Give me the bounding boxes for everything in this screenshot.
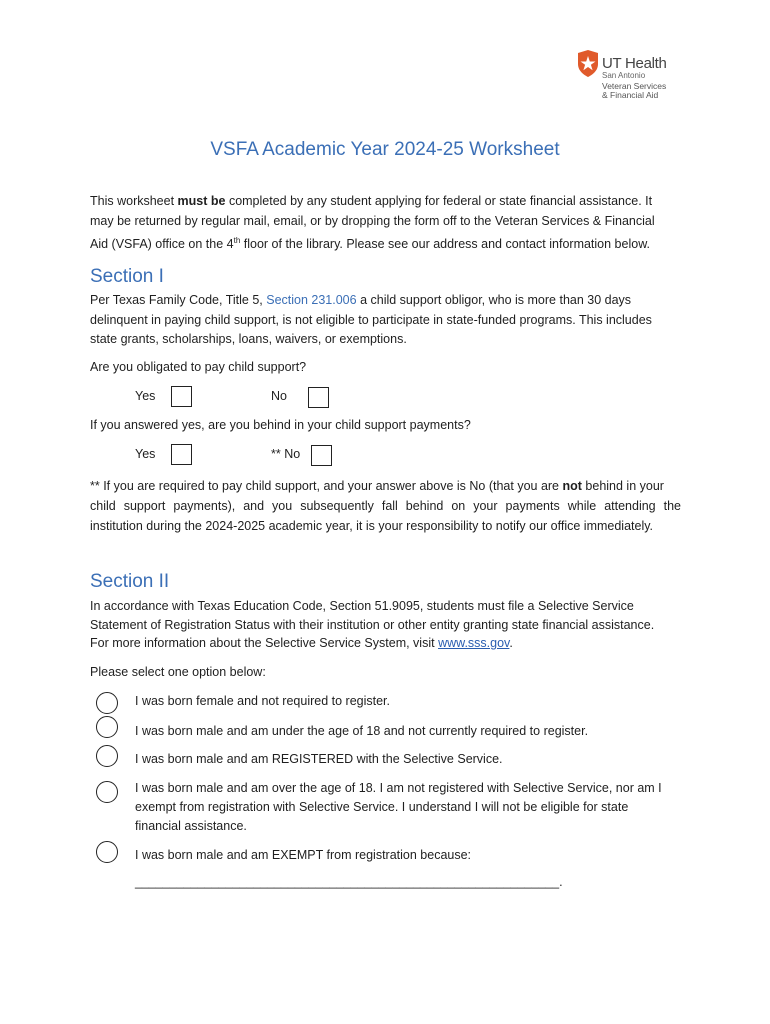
section-2-line-3: For more information about the Selective Service System, visit www.sss.gov. bbox=[90, 636, 513, 650]
option-not-registered-line-2: exempt from registration with Selective Service. I understand I will not be eligible for state bbox=[135, 800, 629, 814]
section-2-line-1: In accordance with Texas Education Code, Section 51.9095, students must file a Selective Service bbox=[90, 599, 634, 613]
exempt-reason-blank[interactable]: _____________________________________________________________. bbox=[135, 875, 563, 889]
ut-health-logo bbox=[577, 50, 677, 110]
option-female-radio[interactable] bbox=[96, 692, 118, 714]
note-line-3: institution during the 2024-2025 academic year, it is your responsibility to notify our office immediately. bbox=[90, 519, 654, 533]
q2-no-label: ** No bbox=[271, 447, 301, 461]
child-support-note bbox=[90, 476, 681, 536]
section-231-link[interactable]: Section 231.006 bbox=[266, 293, 357, 307]
intro-paragraph bbox=[90, 192, 690, 255]
option-female-label: I was born female and not required to register. bbox=[135, 694, 391, 708]
shield-star-icon bbox=[577, 50, 599, 78]
note-line-1: ** If you are required to pay child support, and your answer above is No (that you are not behind in your bbox=[90, 479, 664, 493]
section-2-heading: Section II bbox=[90, 571, 170, 592]
option-not-registered-line-3: financial assistance. bbox=[135, 819, 247, 833]
intro-line-3: Aid (VSFA) office on the 4th floor of the library. Please see our address and contact information below. bbox=[90, 236, 650, 252]
option-exempt-radio[interactable] bbox=[96, 841, 118, 863]
q2-yes-checkbox[interactable] bbox=[171, 444, 192, 465]
option-under-18-radio[interactable] bbox=[96, 716, 118, 738]
note-line-2: child support payments), and you subsequently fall behind on your payments while attending the bbox=[90, 499, 681, 513]
section-2-line-2: Statement of Registration Status with their institution or other entity granting state financial assistance. bbox=[90, 617, 655, 632]
question-behind-payments: If you answered yes, are you behind in your child support payments? bbox=[90, 418, 471, 432]
option-exempt-label: I was born male and am EXEMPT from registration because: bbox=[135, 848, 472, 862]
section-1-line-1: Per Texas Family Code, Title 5, Section 231.006 a child support obligor, who is more than 30 days bbox=[90, 293, 632, 307]
q1-yes-checkbox[interactable] bbox=[171, 386, 192, 407]
option-not-registered-line-1: I was born male and am over the age of 18. I am not registered with Selective Service, nor am I bbox=[135, 781, 662, 795]
option-under-18-label: I was born male and am under the age of 18 and not currently required to register. bbox=[135, 724, 589, 738]
section-2-paragraph bbox=[90, 597, 690, 653]
q2-no-checkbox[interactable] bbox=[311, 445, 332, 466]
intro-line-1: This worksheet must be completed by any student applying for federal or state financial assistance. It bbox=[90, 194, 653, 208]
option-registered-radio[interactable] bbox=[96, 745, 118, 767]
q1-no-checkbox[interactable] bbox=[308, 387, 329, 408]
logo-subtitle: San Antonio bbox=[602, 71, 646, 80]
logo-brand: UT Health bbox=[602, 55, 667, 72]
option-not-registered-label bbox=[135, 779, 695, 836]
section-1-line-3: state grants, scholarships, loans, waivers, or exemptions. bbox=[90, 332, 407, 346]
q2-yes-label: Yes bbox=[135, 447, 156, 461]
section-1-line-2: delinquent in paying child support, is not eligible to participate in state-funded programs. This includes bbox=[90, 312, 652, 327]
q1-no-label: No bbox=[271, 389, 287, 403]
option-not-registered-radio[interactable] bbox=[96, 781, 118, 803]
option-registered-label: I was born male and am REGISTERED with the Selective Service. bbox=[135, 752, 503, 766]
section-1-paragraph bbox=[90, 291, 690, 350]
logo-department: Veteran Services & Financial Aid bbox=[602, 81, 667, 100]
intro-line-2: may be returned by regular mail, email, or by dropping the form off to the Veteran Services & Financial bbox=[90, 213, 655, 228]
page-title: VSFA Academic Year 2024-25 Worksheet bbox=[210, 139, 560, 160]
question-child-support: Are you obligated to pay child support? bbox=[90, 360, 307, 374]
section-1-heading: Section I bbox=[90, 266, 164, 287]
sss-gov-link[interactable]: www.sss.gov bbox=[438, 636, 510, 650]
select-option-prompt: Please select one option below: bbox=[90, 665, 266, 679]
q1-yes-label: Yes bbox=[135, 389, 156, 403]
